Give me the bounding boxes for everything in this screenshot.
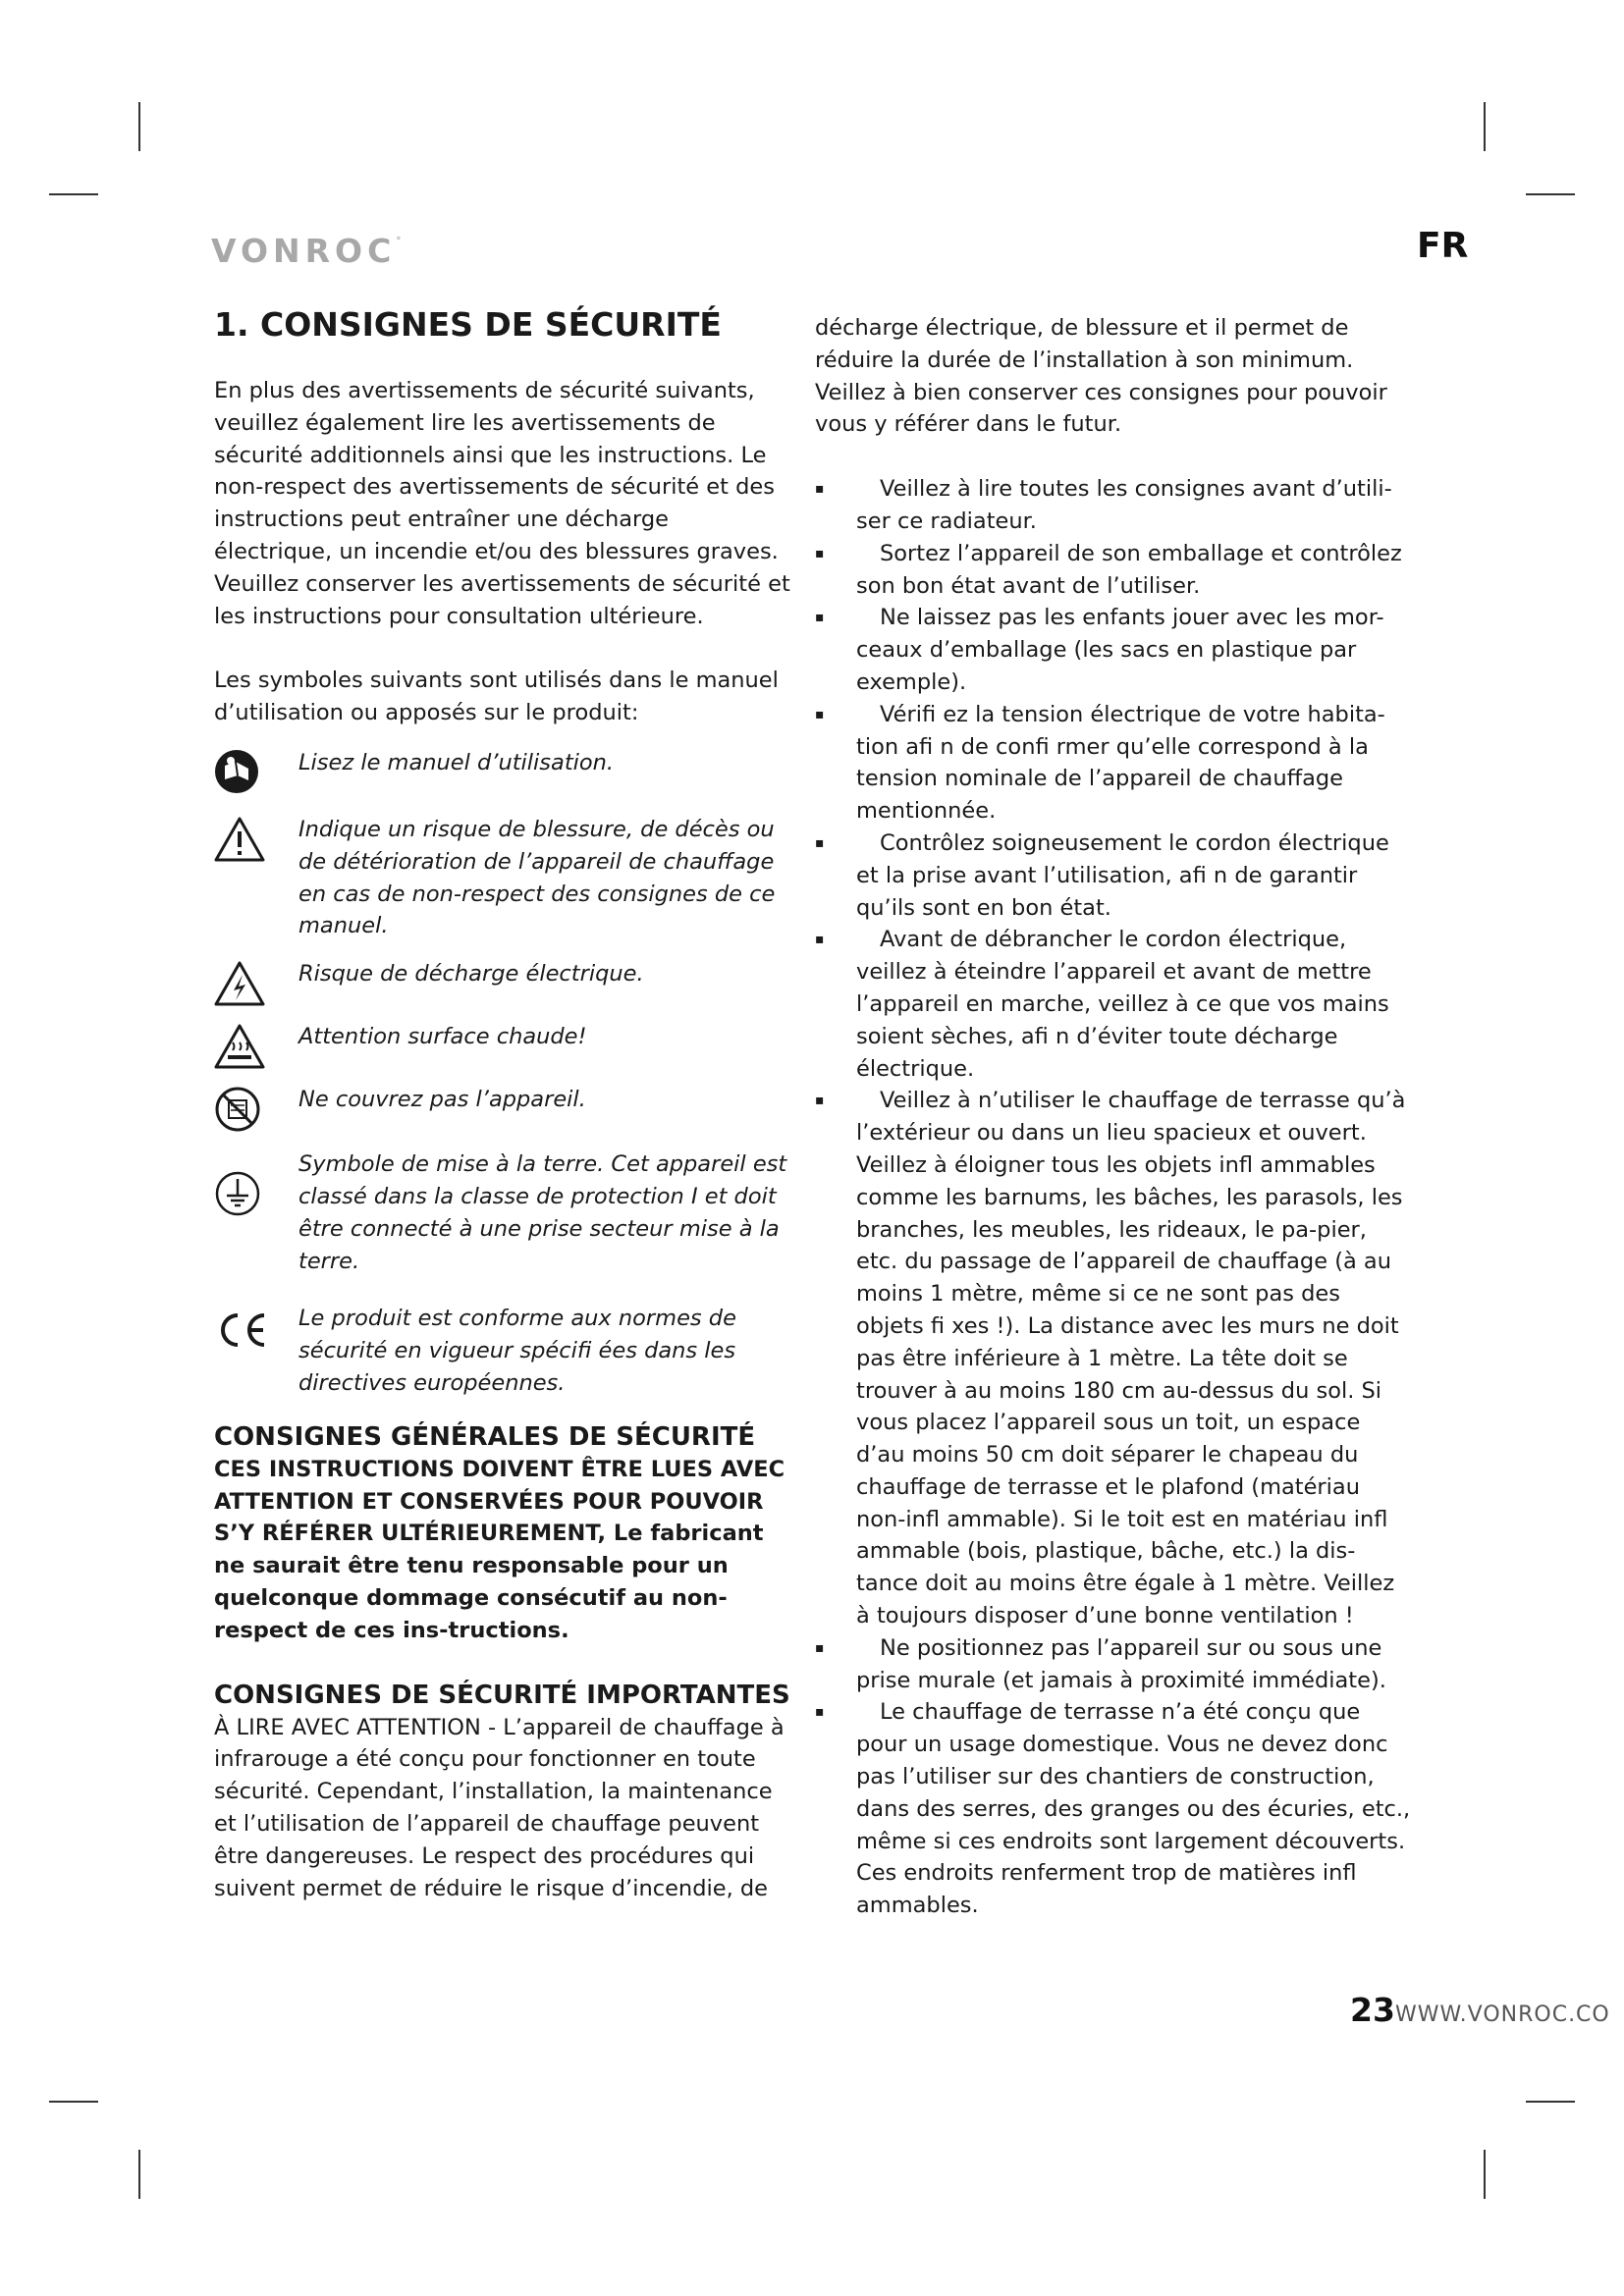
general-safety-text <box>214 1454 793 1647</box>
symbol-row <box>214 1148 793 1277</box>
symbol-text: Symbole de mise à la terre. Cet appareil est classé dans la classe de protection I et doit être connecté à une prise secteur mise à la terre. <box>298 1151 787 1274</box>
symbol-text: Indique un risque de blessure, de décès ou de détérioration de l’appareil de chauffage en cas de non-respect des consignes de ce manuel. <box>298 816 776 939</box>
safety-bullet-list <box>815 473 1414 1922</box>
symbol-row <box>214 1021 793 1070</box>
list-item: ▪ Ne positionnez pas l’appareil sur ou sous une prise murale (et jamais à proximité immédiate). <box>815 1632 1414 1697</box>
website-url: WWW.VONROC.CO <box>1394 2002 1610 2027</box>
language-label: FR <box>1417 226 1469 266</box>
symbol-text: Risque de décharge électrique. <box>298 961 644 988</box>
symbol-text: Attention surface chaude! <box>298 1024 587 1050</box>
symbol-row <box>214 1084 793 1133</box>
right-column <box>815 312 1414 1922</box>
symbol-text: Ne couvrez pas l’appareil. <box>298 1087 586 1113</box>
symbol-text: Le produit est conforme aux normes de sécurité en vigueur spécifi ées dans les directives européennes. <box>298 1306 736 1396</box>
crop-mark <box>1484 102 1486 151</box>
symbol-row <box>214 747 793 794</box>
ground-icon <box>214 1148 298 1217</box>
intro-paragraph: En plus des avertissements de sécurité suivants, veuillez également lire les avertissements de sécurité additionnels ainsi que les instructions. Le non-respect des avertissements de sécurité et des instructions peut entraîner une décharge électrique, un incendie et/ou des blessures graves. Veuillez conserver les avertissements de sécurité et les instructions pour consultation ultérieure. <box>214 378 790 629</box>
brand-logo: VONROC° <box>211 232 402 270</box>
general-safety-title: CONSIGNES GÉNÉRALES DE SÉCURITÉ <box>214 1421 756 1452</box>
symbol-row <box>214 1303 793 1399</box>
do-not-cover-icon <box>214 1084 298 1133</box>
list-item: ▪ Le chauffage de terrasse n’a été conçu que pour un usage domestique. Vous ne devez donc pas l’utiliser sur des chantiers de construction, dans des serres, des granges ou des écuries, etc., même si ces endroits sont largement découverts. Ces endroits renferment trop de matières infl ammables. <box>815 1696 1414 1922</box>
crop-mark <box>1526 2101 1575 2103</box>
symbol-text: Lisez le manuel d’utilisation. <box>298 749 615 775</box>
symbol-row <box>214 958 793 1007</box>
ce-mark-icon <box>214 1303 298 1350</box>
general-safety-caps: CES INSTRUCTIONS DOIVENT ÊTRE LUES AVEC ATTENTION ET CONSERVÉES POUR POUVOIR S’Y RÉFÉRER ULTÉRIEUREMENT, <box>214 1456 785 1547</box>
general-safety-bold: Le fabricant ne saurait être tenu responsable pour un quelconque dommage consécutif au non-respect de ces ins-tructions. <box>214 1521 764 1643</box>
crop-mark <box>1484 2150 1486 2199</box>
crop-mark <box>49 2101 98 2103</box>
list-item: ▪ Avant de débrancher le cordon électrique, veillez à éteindre l’appareil et avant de mettre l’appareil en marche, veillez à ce que vos mains soient sèches, afi n d’éviter toute décharge électrique. <box>815 924 1414 1085</box>
crop-mark <box>1526 193 1575 195</box>
page-number: 23 <box>1350 1991 1395 2029</box>
important-safety-title: CONSIGNES DE SÉCURITÉ IMPORTANTES <box>214 1680 790 1710</box>
left-column <box>214 304 793 1904</box>
crop-mark <box>49 193 98 195</box>
page-footer <box>1350 1991 1610 2029</box>
section-title: 1. CONSIGNES DE SÉCURITÉ <box>214 305 722 344</box>
warning-icon <box>214 814 298 863</box>
symbol-row <box>214 814 793 942</box>
list-item: ▪ Sortez l’appareil de son emballage et contrôlez son bon état avant de l’utiliser. <box>815 538 1414 603</box>
important-safety-text: À LIRE AVEC ATTENTION - L’appareil de chauffage à infrarouge a été conçu pour fonctionner en toute sécurité. Cependant, l’installation, la maintenance et l’utilisation de l’appareil de chauffage peuvent être dangereuses. Le respect des procédures qui suivent permet de réduire le risque d’incendie, de <box>214 1714 785 1901</box>
symbols-intro: Les symboles suivants sont utilisés dans le manuel d’utilisation ou apposés sur le produit: <box>214 667 779 726</box>
list-item: ▪ Ne laissez pas les enfants jouer avec les mor-ceaux d’emballage (les sacs en plastique par exemple). <box>815 602 1414 698</box>
manual-icon <box>214 747 298 794</box>
electric-shock-icon <box>214 958 298 1007</box>
list-item: ▪ Contrôlez soigneusement le cordon électrique et la prise avant l’utilisation, afi n de garantir qu’ils sont en bon état. <box>815 828 1414 924</box>
continuation-paragraph: décharge électrique, de blessure et il permet de réduire la durée de l’installation à son minimum. Veillez à bien conserver ces consignes pour pouvoir vous y référer dans le futur. <box>815 315 1387 438</box>
list-item: ▪ Vérifi ez la tension électrique de votre habita-tion afi n de confi rmer qu’elle correspond à la tension nominale de l’appareil de chauffage mentionnée. <box>815 699 1414 828</box>
list-item: ▪ Veillez à n’utiliser le chauffage de terrasse qu’à l’extérieur ou dans un lieu spacieux et ouvert. Veillez à éloigner tous les objets infl ammables comme les barnums, les bâches, les parasols, les branches, les meubles, les rideaux, le pa-pier, etc. du passage de l’appareil de chauffage (à au moins 1 mètre, même si ce ne sont pas des objets fi xes !). La distance avec les murs ne doit pas être inférieure à 1 mètre. La tête doit se trouver à au moins 180 cm au-dessus du sol. Si vous placez l’appareil sous un toit, un espace d’au moins 50 cm doit séparer le chapeau du chauffage de terrasse et le plafond (matériau non-infl ammable). Si le toit est en matériau infl ammable (bois, plastique, bâche, etc.) la dis-tance doit au moins être égale à 1 mètre. Veillez à toujours disposer d’une bonne ventilation ! <box>815 1085 1414 1632</box>
list-item: ▪ Veillez à lire toutes les consignes avant d’utili-ser ce radiateur. <box>815 473 1414 538</box>
hot-surface-icon <box>214 1021 298 1070</box>
crop-mark <box>138 102 140 151</box>
crop-mark <box>138 2150 140 2199</box>
